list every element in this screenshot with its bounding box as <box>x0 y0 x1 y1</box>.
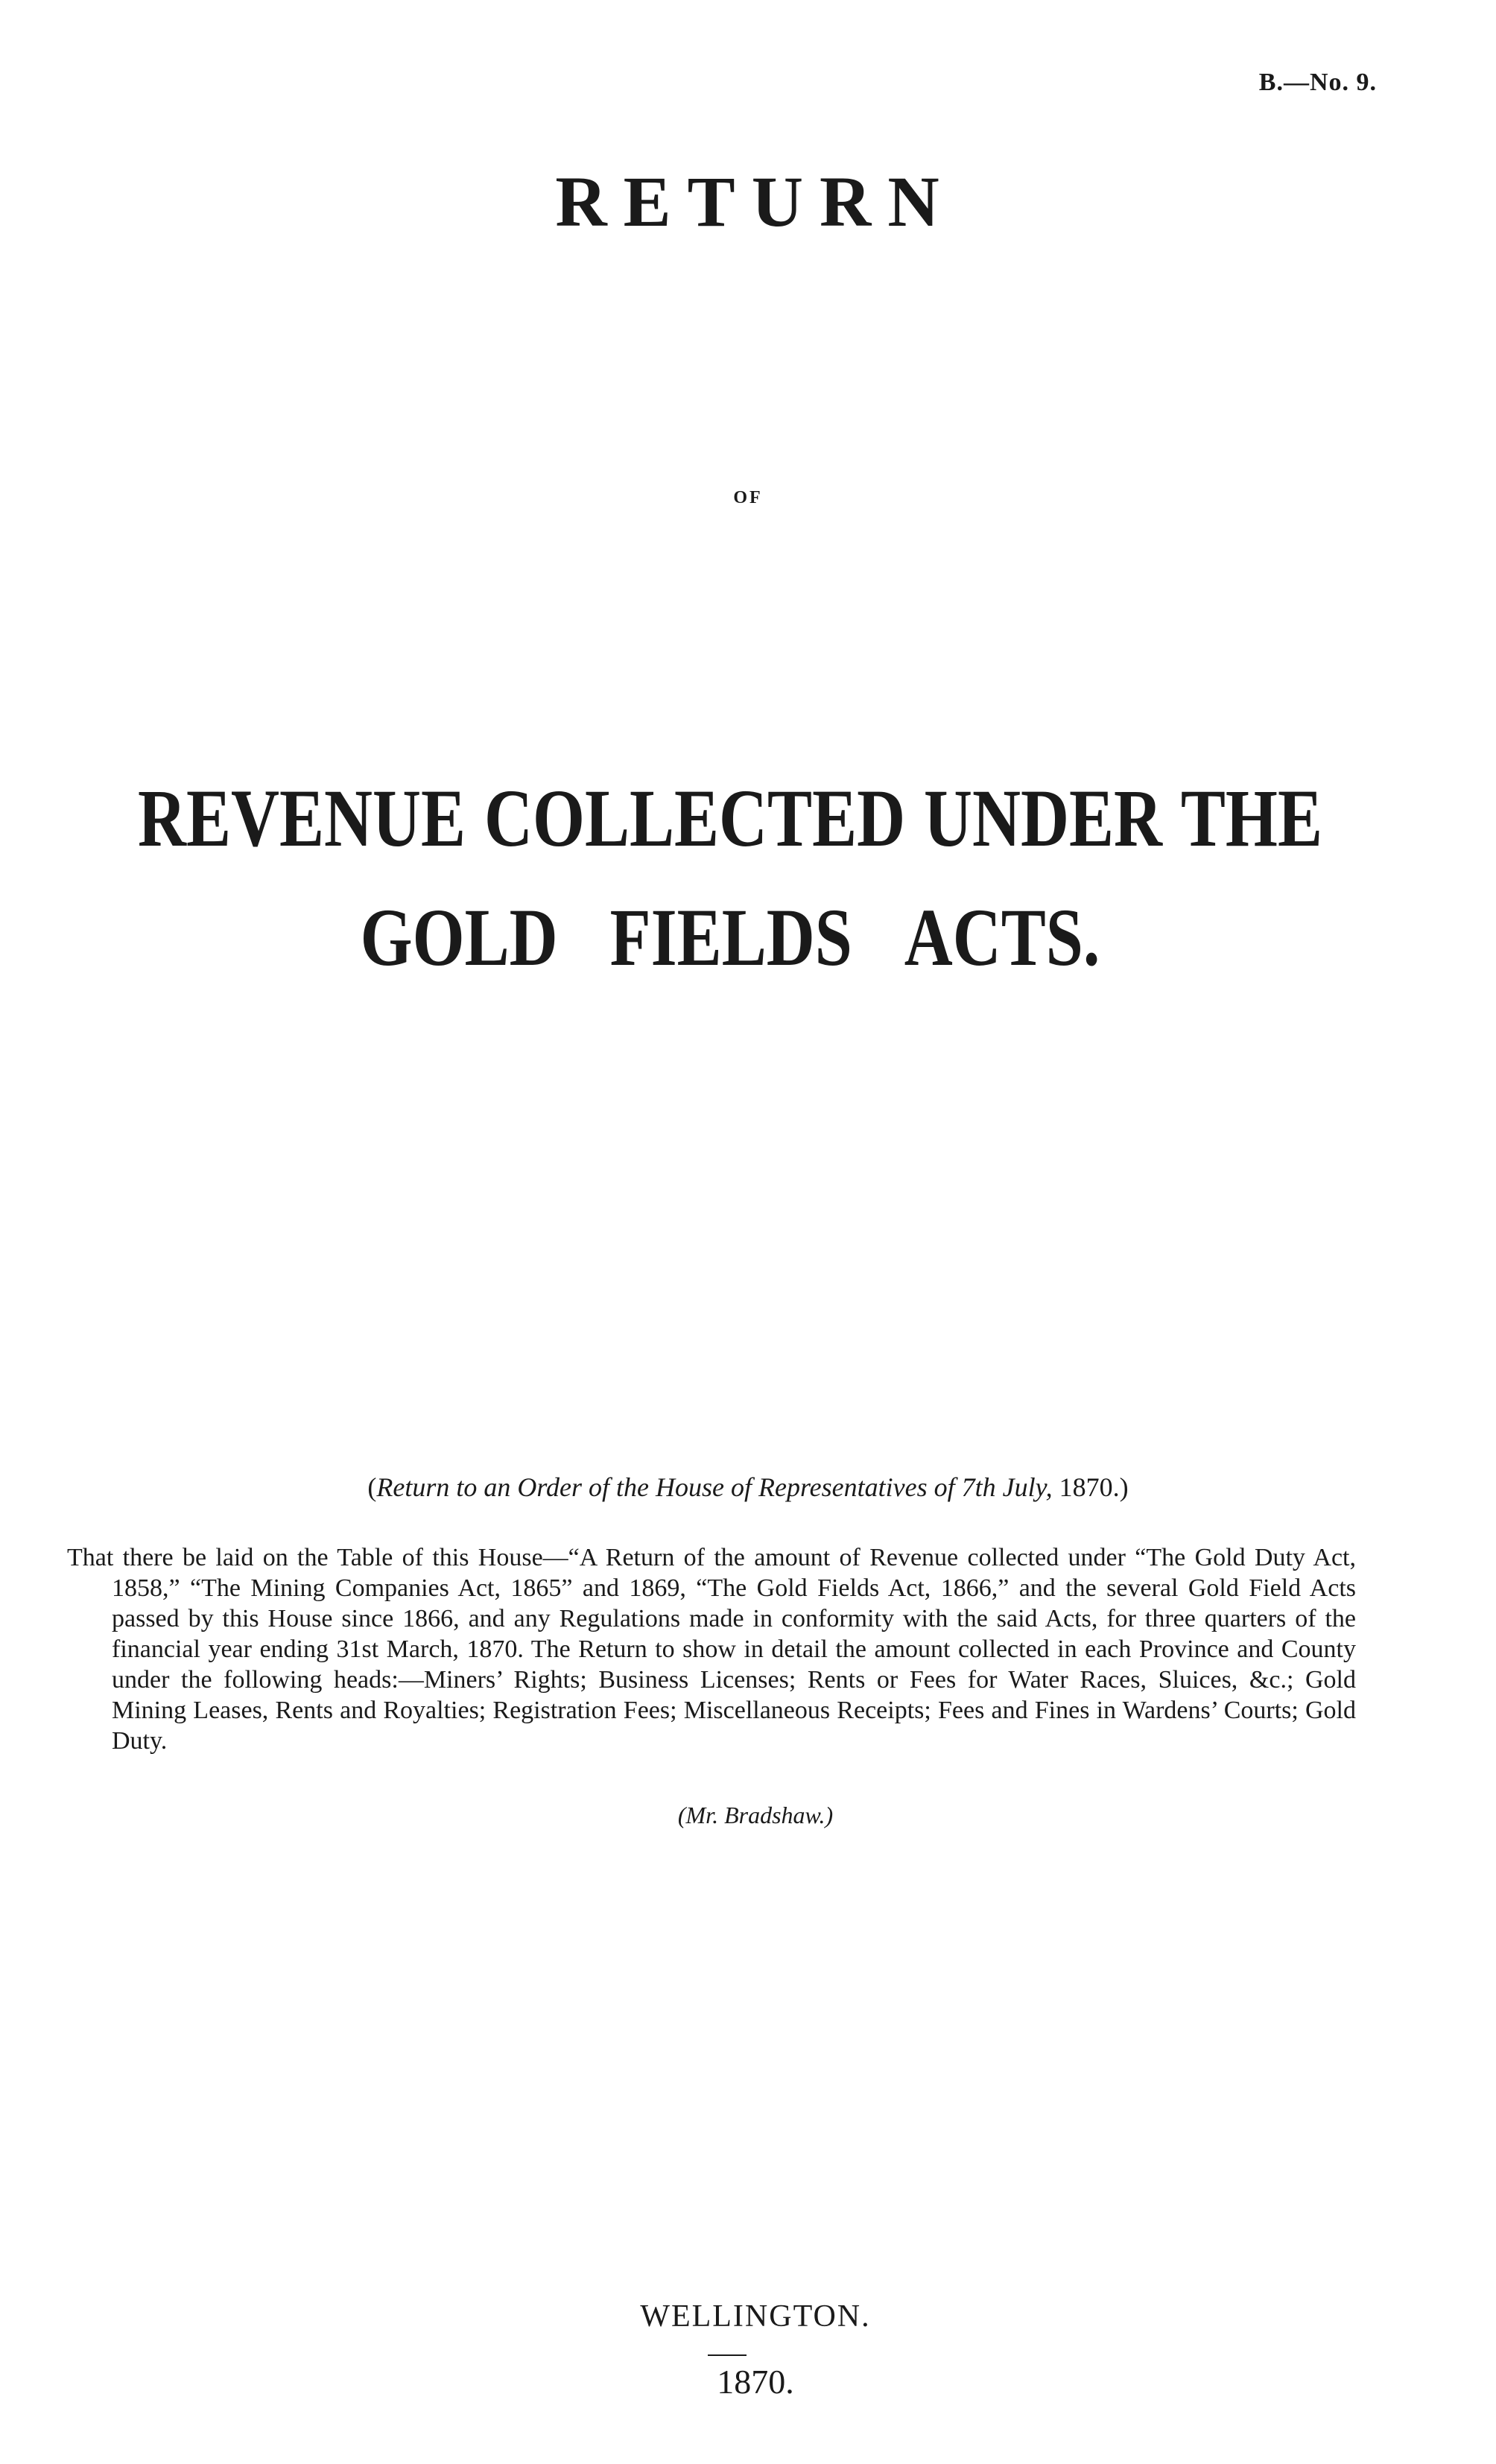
title-word: GOLD <box>360 893 558 984</box>
resolution-paragraph: That there be laid on the Table of this House—“A Return of the amount of Revenue collected under “The Gold Duty Act, 1858,” “The Mining Companies Act, 1865” and 1869, “The Gold Fields Act, 1866,” and the several Gold Field Acts passed by this House since 1866, and any Regulations made in conformity with the said Acts, for three quarters of the financial year ending 31st March, 1870. The Return to show in detail the amount collected in each Province and County under the following heads:—Miners’ Rights; Business Licenses; Rents or Fees for Water Races, Sluices, &c.; Gold Mining Leases, Rents and Royalties; Registration Fees; Miscellaneous Receipts; Fees and Fines in Wardens’ Courts; Gold Duty. <box>67 1544 1356 1755</box>
order-year: 1870.) <box>1052 1472 1129 1502</box>
imprint-rule <box>708 2354 747 2356</box>
order-open-paren: ( <box>367 1472 377 1502</box>
main-title-line2 <box>138 890 1322 986</box>
mover-name: (Mr. Bradshaw.) <box>677 1802 834 1828</box>
imprint-year: 1870. <box>717 2363 794 2401</box>
title-word: THE <box>1180 773 1322 864</box>
paper-reference: B.—No. 9. <box>1258 69 1377 96</box>
title-word: FIELDS <box>609 893 852 984</box>
title-word: REVENUE <box>138 773 466 864</box>
title-word: UNDER <box>924 773 1163 864</box>
order-reference <box>0 1472 1496 1503</box>
title-heading: RETURN <box>555 162 956 241</box>
main-title-line1 <box>138 771 1322 867</box>
title-word: COLLECTED <box>484 773 906 864</box>
title-connector: OF <box>733 488 763 507</box>
imprint-place: WELLINGTON. <box>640 2299 871 2334</box>
order-italic-text: Return to an Order of the House of Representatives of 7th July, <box>376 1472 1053 1502</box>
main-title <box>138 771 1322 986</box>
title-word: ACTS. <box>904 893 1100 984</box>
